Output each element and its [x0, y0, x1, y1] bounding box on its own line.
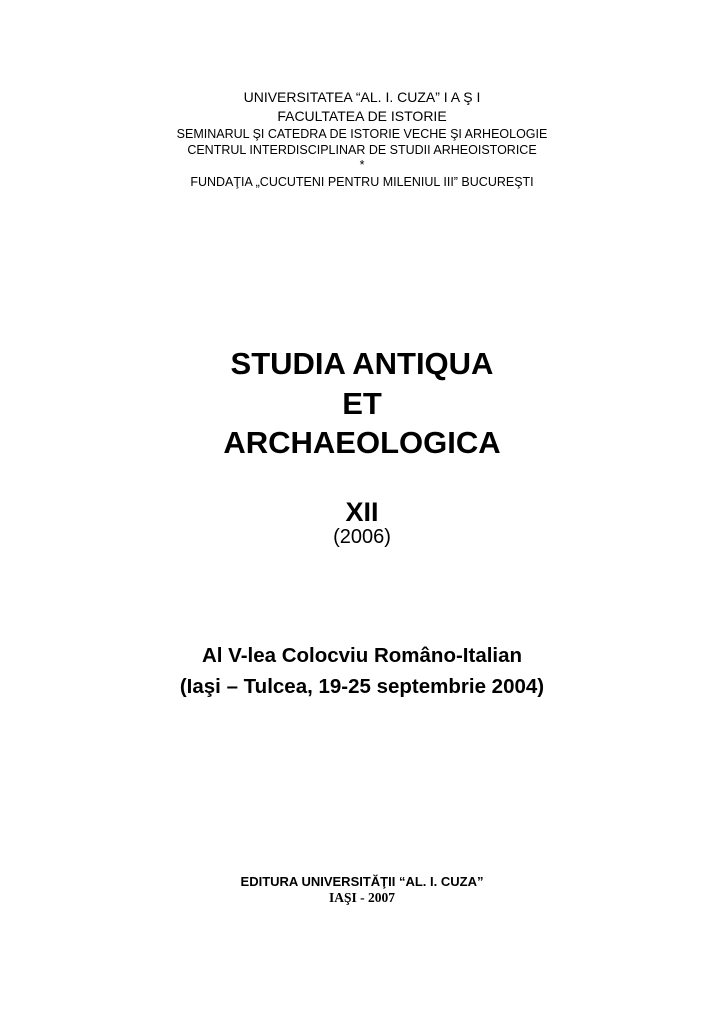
journal-title-line-3: ARCHAEOLOGICA: [223, 425, 501, 460]
journal-title-line-1: STUDIA ANTIQUA: [230, 346, 494, 381]
center-name: CENTRUL INTERDISCIPLINAR DE STUDII ARHEOISTORICE: [187, 143, 537, 157]
colloquium-title: Al V-lea Colocviu Româno-Italian: [201, 644, 523, 667]
faculty-name: FACULTATEA DE ISTORIE: [277, 108, 447, 124]
seminar-name: SEMINARUL ŞI CATEDRA DE ISTORIE VECHE ŞI ARHEOLOGIE: [176, 127, 548, 141]
publisher-city-year: IAŞI - 2007: [328, 890, 395, 905]
foundation-name: FUNDAŢIA „CUCUTENI PENTRU MILENIUL III” BUCUREŞTI: [190, 175, 534, 189]
colloquium-details: (Iaşi – Tulcea, 19-25 septembrie 2004): [179, 675, 545, 698]
header-separator: *: [359, 158, 365, 172]
volume-number: XII: [345, 497, 379, 527]
journal-title-line-2: ET: [342, 386, 382, 421]
university-name: UNIVERSITATEA “AL. I. CUZA” I A Ş I: [243, 89, 481, 105]
volume-year: (2006): [333, 526, 391, 548]
publisher-name: EDITURA UNIVERSITĂŢII “AL. I. CUZA”: [240, 874, 484, 889]
